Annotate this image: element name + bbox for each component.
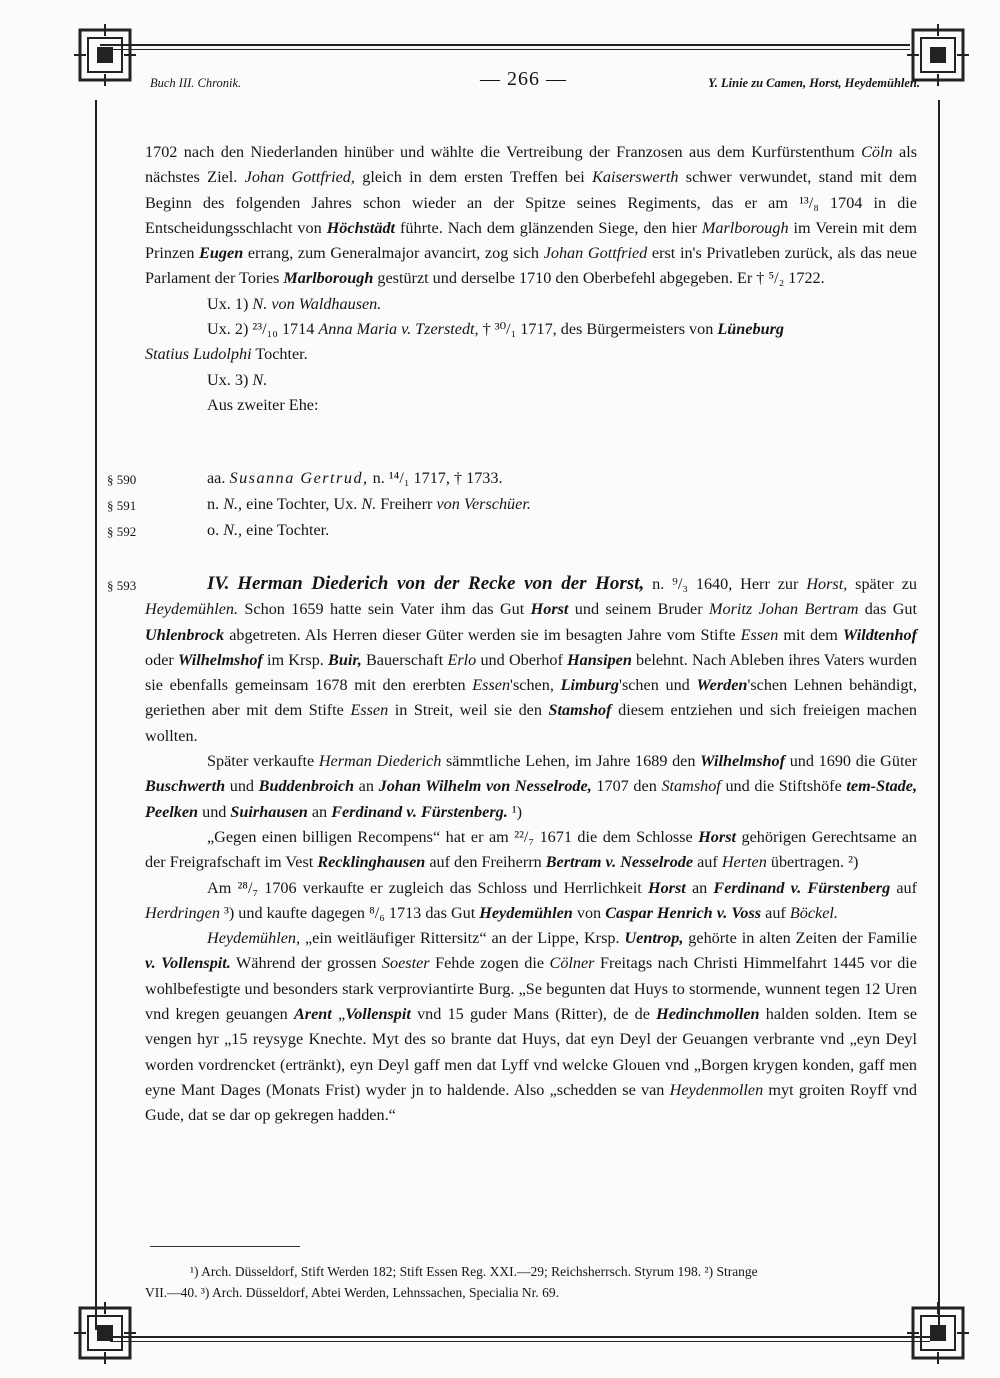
section-593-body	[145, 571, 917, 1129]
section-590: § 590	[107, 472, 137, 487]
paragraph-spaeter: Später verkaufte Herman Diederich sämmtliche Lehen, im Jahre 1689 den Wilhelmshof und 1690 die Güter Buschwerth und Buddenbroich an Johan Wilhelm von Nesselrode, 1707 den Stamshof und die Stiftshöfe tem-Stade, Peelken und Suirhausen an Ferdinand v. Fürstenberg. ¹)	[145, 752, 918, 821]
frame-top-line-inner	[100, 49, 910, 50]
section-592: § 592	[107, 524, 137, 539]
paragraph-1: 1702 nach den Niederlanden hinüber und wählte die Vertreibung der Franzosen aus dem Kurfürstenthum Cöln als nächstes Ziel. Johan Gottfried, gleich in dem ersten Treffen bei Kaiserswerth schwer verwundet, stand mit dem Beginn des folgenden Jahres schon wieder an der Spitze seines Regiments, das er am ¹³/₈ 1704 in die Entscheidungsschlacht von Höchstädt führte. Nach dem glänzenden Siege, den hier Marlborough im Verein mit dem Prinzen Eugen errang, zum Generalmajor avancirt, zog sich Johan Gottfried erst in's Privatleben zurück, als das neue Parlament der Tories Marlborough gestürzt und derselbe 1710 den Oberbefehl abgegeben. Er † ⁵/₂ 1722.	[145, 143, 917, 288]
entry-592: o. N., eine Tochter.	[207, 521, 330, 539]
marriage-1: Ux. 1) N. von Waldhausen.	[207, 294, 382, 313]
page-number: — 266 —	[480, 68, 567, 90]
header-right: Y. Linie zu Camen, Horst, Heydemühlen.	[708, 76, 920, 90]
corner-ornament-top-left	[72, 22, 138, 88]
footnote-1: ¹) Arch. Düsseldorf, Stift Werden 182; Stift Essen Reg. XXI.—29; Reichsherrsch. Styrum 198. ²) Strange	[190, 1264, 758, 1279]
footnote-2: VII.—40. ³) Arch. Düsseldorf, Abtei Werden, Lehnssachen, Specialia Nr. 69.	[145, 1285, 559, 1300]
marriage-2: Ux. 2) ²³/₁₀ 1714 Anna Maria v. Tzerstedt, † ³⁰/₁ 1717, des Bürgermeisters von Lüneburg Statius Ludolphi Tochter.	[145, 320, 784, 364]
marriage-3: Ux. 3) N.	[207, 370, 268, 389]
corner-ornament-bottom-left	[72, 1300, 138, 1366]
footnote-rule	[150, 1246, 300, 1247]
entry-590: aa. Susanna Gertrud, n. ¹⁴/₁ 1717, † 1733.	[207, 469, 503, 487]
running-header	[150, 70, 920, 100]
paragraph-recompens: „Gegen einen billigen Recompens“ hat er am ²²/₇ 1671 die dem Schlosse Horst gehörigen Gerechtsame an der Freigrafschaft im Vest Recklinghausen auf den Freiherrn Bertram v. Nesselrode auf Herten übertragen. ²)	[145, 827, 917, 872]
person-name-heading: Herman Diederich von der Recke von der Horst,	[237, 573, 645, 594]
aus-zweiter-ehe: Aus zweiter Ehe:	[207, 395, 319, 414]
section-591: § 591	[107, 498, 137, 513]
paragraph-iv: IV. Herman Diederich von der Recke von der Horst, n. ⁹/₃ 1640, Herr zur Horst, später zu Heydemühlen. Schon 1659 hatte sein Vater ihm das Gut Horst und seinem Bruder Moritz Johan Bertram das Gut Uhlenbrock abgetreten. Als Herren dieser Güter werden sie im besagten Jahre vom Stifte Essen mit dem Wildtenhof oder Wilhelmshof im Krsp. Buir, Bauerschaft Erlo und Oberhof Hansipen belehnt. Nach Ableben ihres Vaters wurden sie ebenfalls gemeinsam 1678 mit den ererbten Essen'schen, Limburg'schen und Werden'schen Lehnen behändigt, geriethen aber mit dem Stifte Essen in Streit, weil sie den Stamshof diesem entziehen und sich freieigen machen wollten.	[145, 573, 918, 745]
frame-left-line	[95, 100, 97, 1330]
corner-ornament-bottom-right	[905, 1300, 971, 1366]
paragraph-am: Am ²⁸/₇ 1706 verkaufte er zugleich das Schloss und Herrlichkeit Horst an Ferdinand v. Fürstenberg auf Herdringen ³) und kaufte dagegen ⁸/₆ 1713 das Gut Heydemühlen von Caspar Henrich v. Voss auf Böckel.	[145, 878, 918, 922]
frame-right-line	[938, 100, 940, 1330]
entry-591: n. N., eine Tochter, Ux. N. Freiherr von Verschüer.	[207, 495, 531, 513]
paragraph-continuation	[145, 140, 917, 418]
frame-bottom-line	[110, 1336, 930, 1338]
paragraph-heydemuehlen: Heydemühlen, „ein weitläufiger Rittersitz“ an der Lippe, Krsp. Uentrop, gehörte in alten Zeiten der Familie v. Vollenspit. Während der grossen Soester Fehde zogen die Cölner Freitags nach Christi Himmelfahrt 1445 vor die wohlbefestigte und besonders stark verproviantirte Burg. „Se begunten dat Huys to stormende, wunnent tegen 12 Uren vnd kregen geuangen Arent „Vollenspit vnd 15 guder Mans (Ritter), de de Hedinchmollen halden solden. Item se vengen hyr „15 reysyge Knechte. Myt des so brante dat Huys, dat eyn Deyl der Geuangen verbrante vnd „eyn Deyl worden vordrencket (ertränkt), eyn Deyl gaff men dat Lyff vnd welcke Glouen vnd „Borgen krygen konden, gaff men eyne Mant Dages (Monats Frist) wyder jn to haldende. Also „schedden se van Heydenmollen myt groiten Royff vnd Gude, dat se dar op gekregen hadden.“	[145, 929, 918, 1125]
header-left: Buch III. Chronik.	[150, 76, 242, 90]
section-593: § 593	[107, 578, 137, 593]
frame-bottom-line-inner	[110, 1341, 930, 1342]
frame-top-line	[100, 44, 910, 46]
